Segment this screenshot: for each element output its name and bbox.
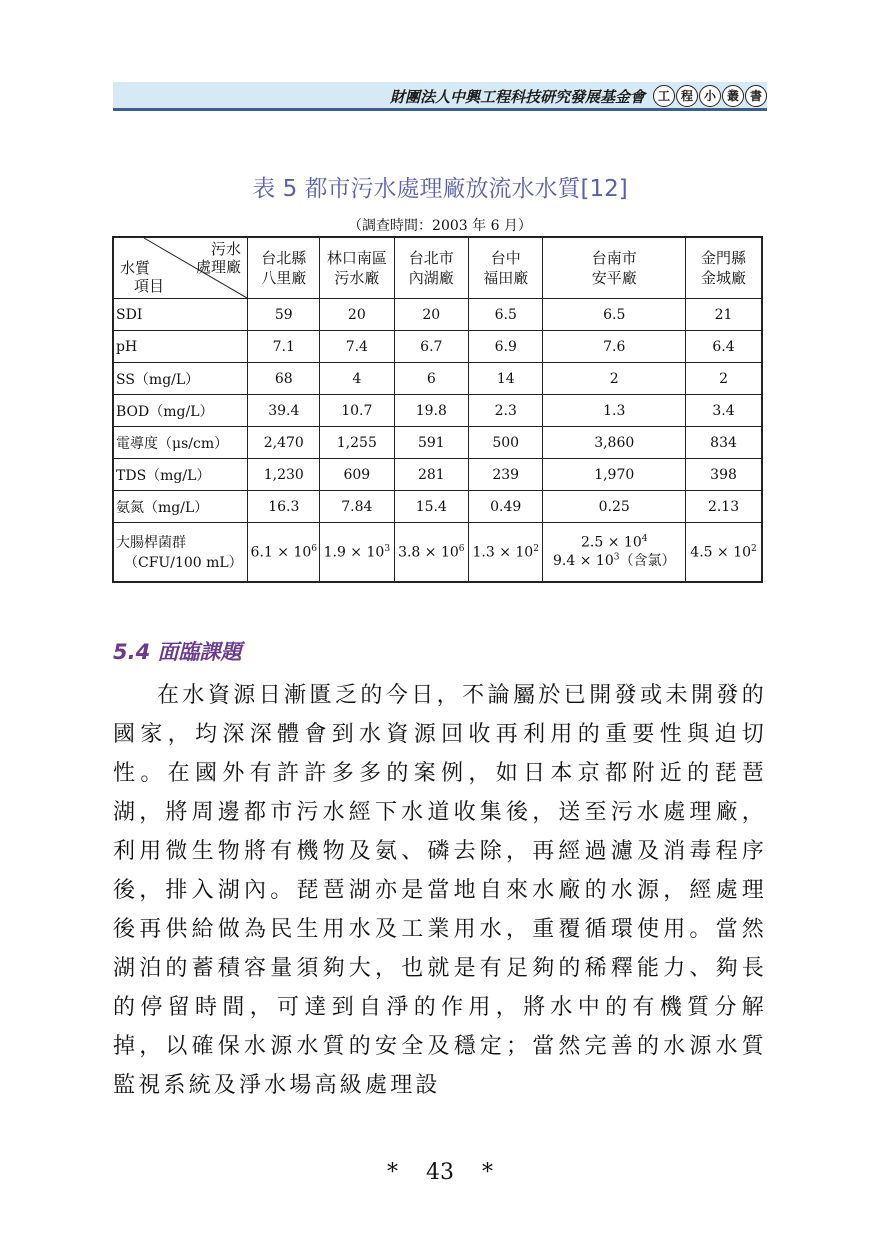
table-cell: 2,470 bbox=[248, 427, 320, 459]
table-cell: 6.4 bbox=[686, 331, 762, 363]
column-header-line: 內湖廠 bbox=[408, 269, 454, 287]
corner-top-label bbox=[196, 240, 241, 276]
table-cell: 591 bbox=[394, 427, 468, 459]
column-header bbox=[248, 237, 320, 299]
table-cell: 6.7 bbox=[394, 331, 468, 363]
table-cell: 16.3 bbox=[248, 491, 320, 523]
table-cell: 500 bbox=[469, 427, 543, 459]
series-char: 程 bbox=[676, 85, 698, 107]
table-cell: 39.4 bbox=[248, 395, 320, 427]
table-cell: 281 bbox=[394, 459, 468, 491]
table-cell: 0.49 bbox=[469, 491, 543, 523]
table-cell: 7.84 bbox=[320, 491, 395, 523]
corner-bottom-line: 水質 bbox=[120, 259, 151, 277]
value-exponent: 4 bbox=[641, 533, 648, 544]
series-char: 工 bbox=[653, 85, 675, 107]
row-label-line: （CFU/100 mL） bbox=[124, 555, 243, 571]
table-cell bbox=[686, 523, 762, 583]
corner-top-line: 污水 bbox=[210, 240, 241, 258]
table-cell: 609 bbox=[320, 459, 395, 491]
value-base: 6.1 × 10 bbox=[250, 544, 312, 561]
table-cell: 68 bbox=[248, 363, 320, 395]
row-label-line: 大腸桿菌群 bbox=[116, 535, 186, 551]
value-exponent: 6 bbox=[458, 543, 465, 554]
table-cell: 239 bbox=[469, 459, 543, 491]
value-exponent: 2 bbox=[533, 543, 539, 554]
corner-header-cell bbox=[113, 237, 248, 299]
value-base: 1.3 × 10 bbox=[472, 544, 534, 561]
column-header-line: 台北縣 bbox=[261, 249, 307, 267]
table-cell: 6.5 bbox=[543, 299, 686, 331]
foundation-name: 財團法人中興工程科技研究發展基金會 bbox=[389, 87, 645, 106]
page-footer bbox=[0, 1160, 880, 1185]
table-cell: 1,255 bbox=[320, 427, 395, 459]
table-row bbox=[113, 427, 762, 459]
corner-bottom-label bbox=[120, 259, 164, 295]
table-row bbox=[113, 395, 762, 427]
table-cell bbox=[320, 523, 395, 583]
table-cell: 20 bbox=[394, 299, 468, 331]
table-cell: 6.9 bbox=[469, 331, 543, 363]
column-header-line: 八里廠 bbox=[261, 269, 307, 287]
column-header-line: 台南市 bbox=[591, 249, 637, 267]
row-label: pH bbox=[113, 331, 248, 363]
column-header-line: 金門縣 bbox=[701, 249, 747, 267]
row-label: BOD（mg/L） bbox=[113, 395, 248, 427]
value-exponent: 3 bbox=[384, 543, 391, 554]
value-base: 2.5 × 10 bbox=[581, 534, 642, 551]
value-base: 1.9 × 10 bbox=[323, 544, 385, 561]
table-header-row bbox=[113, 237, 762, 299]
table-cell bbox=[543, 523, 686, 583]
table-cell: 6.5 bbox=[469, 299, 543, 331]
running-header bbox=[390, 84, 767, 108]
table-title: 表 5 都市污水處理廠放流水水質[12] bbox=[252, 176, 628, 202]
table-subtitle: （調查時間：2003 年 6 月） bbox=[348, 218, 532, 234]
table-cell: 834 bbox=[686, 427, 762, 459]
row-label: TDS（mg/L） bbox=[113, 459, 248, 491]
row-label: SS（mg/L） bbox=[113, 363, 248, 395]
table-row bbox=[113, 459, 762, 491]
value-note: （含氯） bbox=[619, 553, 676, 570]
table-cell: 1,970 bbox=[543, 459, 686, 491]
table-cell: 3,860 bbox=[543, 427, 686, 459]
value-exponent: 6 bbox=[311, 543, 317, 554]
table-cell: 20 bbox=[320, 299, 395, 331]
table-cell: 1,230 bbox=[248, 459, 320, 491]
table-cell: 7.4 bbox=[320, 331, 395, 363]
table-row bbox=[113, 491, 762, 523]
table-row bbox=[113, 363, 762, 395]
row-label: SDI bbox=[113, 299, 248, 331]
page-marker: * bbox=[387, 1160, 399, 1185]
column-header-line: 金城廠 bbox=[701, 269, 747, 287]
table-cell: 3.4 bbox=[686, 395, 762, 427]
value-exponent: 2 bbox=[751, 543, 757, 554]
column-header-line: 台中 bbox=[490, 249, 521, 267]
value-exponent: 3 bbox=[613, 552, 620, 563]
table-row bbox=[113, 299, 762, 331]
table-cell: 19.8 bbox=[394, 395, 468, 427]
table-cell: 2.13 bbox=[686, 491, 762, 523]
value-line bbox=[543, 534, 685, 551]
table-cell: 0.25 bbox=[543, 491, 686, 523]
corner-bottom-line: 項目 bbox=[134, 277, 165, 295]
column-header-line: 林口南區 bbox=[326, 249, 387, 267]
table-cell: 21 bbox=[686, 299, 762, 331]
value-base: 3.8 × 10 bbox=[398, 544, 459, 561]
column-header bbox=[394, 237, 468, 299]
page-number: 43 bbox=[426, 1160, 454, 1185]
column-header bbox=[469, 237, 543, 299]
column-header-line: 安平廠 bbox=[591, 269, 637, 287]
series-badge bbox=[653, 85, 767, 107]
series-char: 小 bbox=[699, 85, 721, 107]
column-header bbox=[543, 237, 686, 299]
table-row-coliform bbox=[113, 523, 762, 583]
value-base: 4.5 × 10 bbox=[690, 544, 752, 561]
table-cell: 2 bbox=[686, 363, 762, 395]
table-cell: 1.3 bbox=[543, 395, 686, 427]
table-cell bbox=[248, 523, 320, 583]
section-heading: 5.4 面臨課題 bbox=[113, 640, 242, 664]
header-rule bbox=[113, 108, 767, 111]
series-char: 叢 bbox=[722, 85, 744, 107]
table-cell: 4 bbox=[320, 363, 395, 395]
value-base: 9.4 × 10 bbox=[553, 553, 614, 570]
column-header bbox=[320, 237, 395, 299]
table-cell: 2.3 bbox=[469, 395, 543, 427]
table-cell: 10.7 bbox=[320, 395, 395, 427]
table-cell: 7.6 bbox=[543, 331, 686, 363]
row-label bbox=[113, 523, 248, 583]
table-cell bbox=[394, 523, 468, 583]
row-label: 電導度（μs/cm） bbox=[113, 427, 248, 459]
table-cell: 2 bbox=[543, 363, 686, 395]
table-cell: 6 bbox=[394, 363, 468, 395]
table-cell: 15.4 bbox=[394, 491, 468, 523]
column-header-line: 福田廠 bbox=[483, 269, 529, 287]
table-cell bbox=[469, 523, 543, 583]
series-char: 書 bbox=[745, 85, 767, 107]
table-cell: 7.1 bbox=[248, 331, 320, 363]
row-label: 氨氮（mg/L） bbox=[113, 491, 248, 523]
column-header-line: 污水廠 bbox=[334, 269, 380, 287]
column-header-line: 台北市 bbox=[408, 249, 454, 267]
body-paragraph: 在水資源日漸匱乏的今日，不論屬於已開發或未開發的國家，均深深體會到水資源回收再利用的重要性與迫切性。在國外有許許多多的案例，如日本京都附近的琵琶湖，將周邊都市污水經下水道收集後，送至污水處理廠，利用微生物將有機物及氨、磷去除，再經過濾及消毒程序後，排入湖內。琵琶湖亦是當地自來水廠的水源，經處理後再供給做為民生用水及工業用水，重覆循環使用。當然湖泊的蓄積容量須夠大，也就是有足夠的稀釋能力、夠長的停留時間，可達到自淨的作用，將水中的有機質分解掉，以確保水源水質的安全及穩定；當然完善的水源水質監視系統及淨水場高級處理設 bbox=[113, 683, 767, 1098]
table-cell: 14 bbox=[469, 363, 543, 395]
column-header bbox=[686, 237, 762, 299]
value-line bbox=[543, 550, 685, 570]
table-cell: 59 bbox=[248, 299, 320, 331]
table-row bbox=[113, 331, 762, 363]
body-text bbox=[113, 676, 767, 1105]
water-quality-table bbox=[112, 236, 763, 583]
page-marker: * bbox=[481, 1160, 493, 1185]
corner-top-line: 處理廠 bbox=[195, 258, 241, 276]
table-cell: 398 bbox=[686, 459, 762, 491]
